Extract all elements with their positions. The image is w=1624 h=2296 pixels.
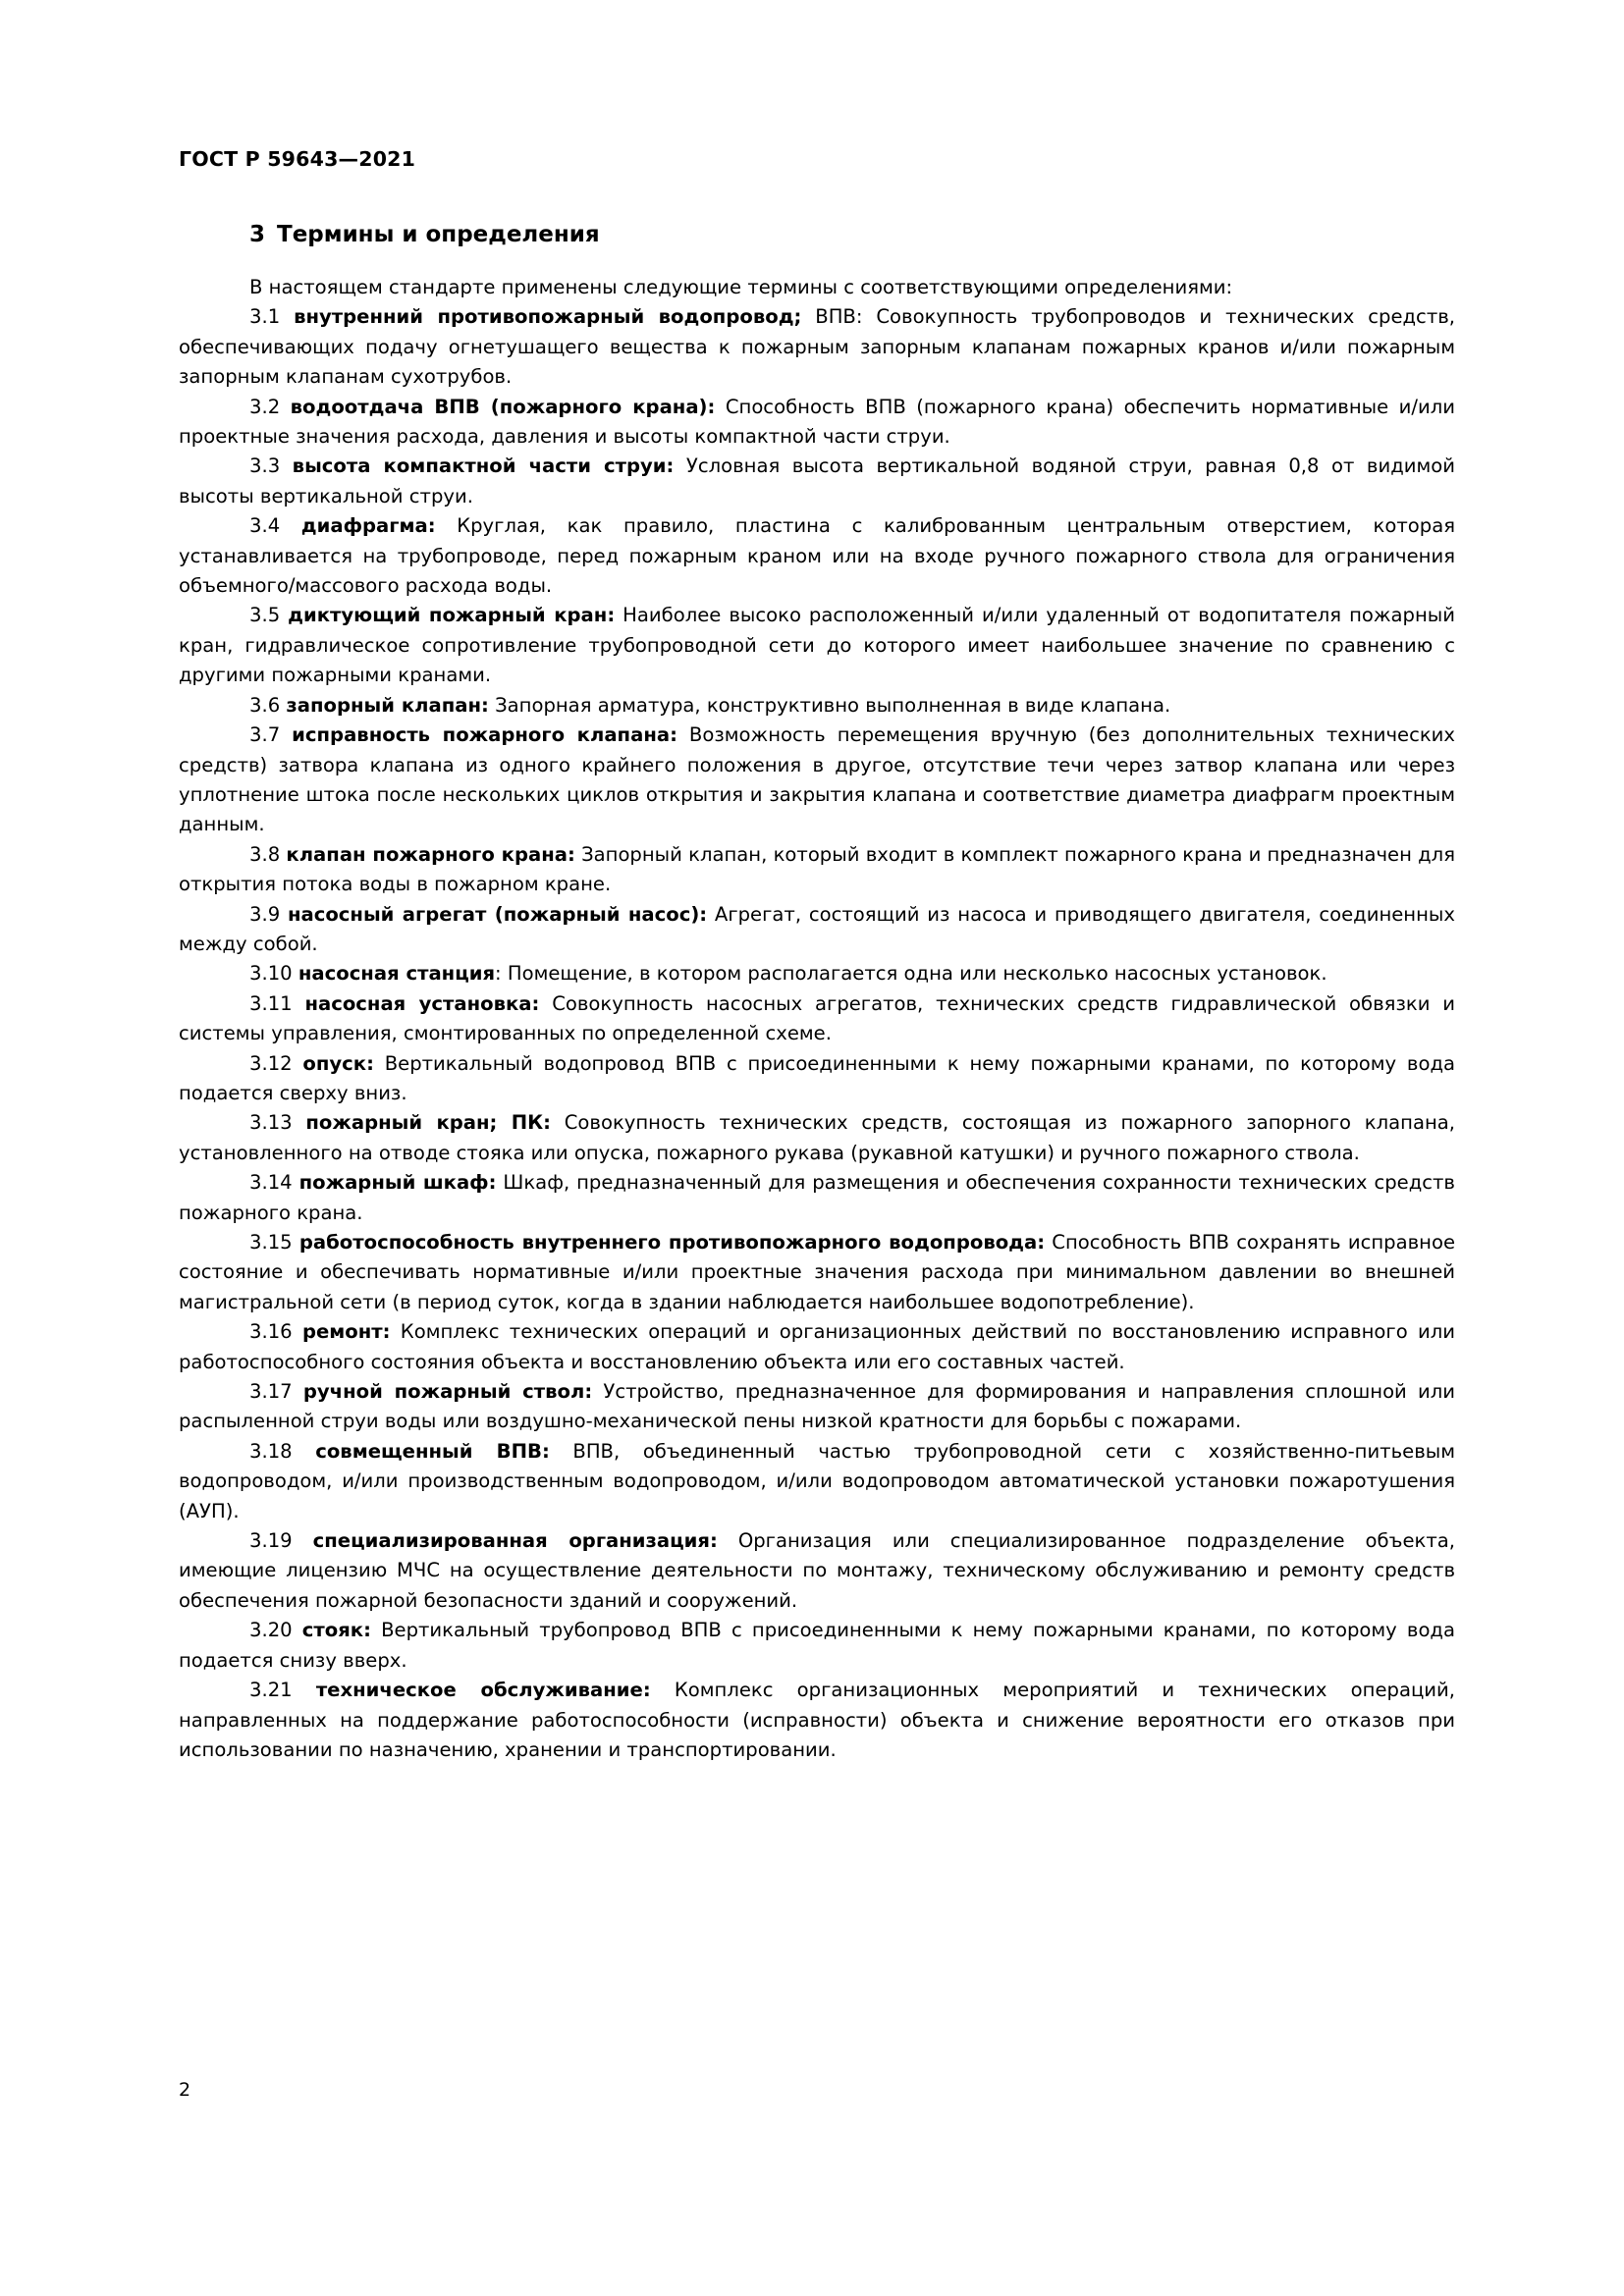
document-header-code: ГОСТ Р 59643—2021	[179, 147, 416, 171]
term-number: 3.4	[249, 514, 301, 538]
term-number: 3.11	[249, 991, 305, 1015]
term-number: 3.5	[249, 604, 289, 627]
term-paragraph	[179, 1377, 1455, 1437]
term-number: 3.14	[249, 1171, 299, 1195]
term-name: пожарный шкаф:	[298, 1171, 497, 1195]
term-name: ремонт:	[301, 1320, 391, 1344]
term-paragraph	[179, 452, 1455, 511]
term-definition: Наиболее высоко расположенный и/или удаленный от водопитателя пожарный кран, гидравлическое сопротивление трубопроводной сети до которого имеет наибольшее значение по сравнению с другими пожарными кранами.	[179, 604, 1455, 687]
term-paragraph	[179, 721, 1455, 840]
term-paragraph	[179, 989, 1455, 1049]
term-definition: ВПВ, объединенный частью трубопроводной сети с хозяйственно-питьевым водопроводом, и/или производственным водопроводом, и/или водопроводом автоматической установки пожаротушения (АУП).	[179, 1439, 1455, 1522]
term-definition: Возможность перемещения вручную (без дополнительных технических средств) затвора клапана из одного крайнего положения в другое, отсутствие течи через затвор клапана или через уплотнение штока после нескольких циклов открытия и закрытия клапана и соответствие диаметра диафрагм проектным данным.	[179, 723, 1456, 836]
term-definition: Комплекс организационных мероприятий и технических операций, направленных на поддержание работоспособности (исправности) объекта и снижение вероятности его отказов при использовании по назначению, хранении и транспортировании.	[179, 1679, 1455, 1761]
term-definition: Совокупность технических средств, состоящая из пожарного запорного клапана, установленного на отводе стояка или опуска, пожарного рукава (рукавной катушки) и ручного пожарного ствола.	[179, 1111, 1456, 1164]
term-definition: Организация или специализированное подразделение объекта, имеющие лицензию МЧС на осуществление деятельности по монтажу, техническому обслуживанию и ремонту средств обеспечения пожарной безопасности зданий и сооружений.	[179, 1529, 1456, 1612]
term-number: 3.1	[249, 305, 295, 329]
term-number: 3.7	[249, 723, 293, 747]
term-definition: Шкаф, предназначенный для размещения и обеспечения сохранности технических средств пожарного крана.	[179, 1171, 1455, 1224]
term-paragraph	[179, 1437, 1455, 1526]
term-definition: Комплекс технических операций и организационных действий по восстановлению исправного или работоспособного состояния объекта и восстановлению объекта или его составных частей.	[179, 1320, 1455, 1373]
term-name: ручной пожарный ствол:	[302, 1380, 593, 1404]
term-paragraph	[179, 1616, 1455, 1676]
term-name: работоспособность внутреннего противопожарного водопровода:	[298, 1231, 1046, 1254]
term-definition: Круглая, как правило, пластина с калиброванным центральным отверстием, которая устанавливается на трубопроводе, перед пожарным краном или на входе ручного пожарного ствола для ограничения объемного/массового расхода воды.	[179, 514, 1455, 598]
term-paragraph	[179, 1317, 1455, 1377]
term-definition: Вертикальный водопровод ВПВ с присоединенными к нему пожарными кранами, по которому вода подается сверху вниз.	[179, 1051, 1455, 1104]
term-paragraph	[179, 1168, 1455, 1228]
term-name: исправность пожарного клапана:	[292, 723, 677, 747]
term-paragraph	[179, 1676, 1455, 1765]
term-paragraph	[179, 1108, 1455, 1168]
term-definition: Условная высота вертикальной водяной струи, равная 0,8 от видимой высоты вертикальной струи.	[179, 454, 1455, 507]
term-paragraph	[179, 900, 1455, 960]
term-number: 3.2	[249, 395, 291, 418]
term-number: 3.16	[249, 1320, 302, 1344]
term-number: 3.10	[249, 962, 298, 986]
page-content	[179, 147, 1455, 1765]
section-heading	[179, 222, 1455, 247]
term-name: совмещенный ВПВ:	[315, 1439, 550, 1463]
term-definition: Способность ВПВ (пожарного крана) обеспечить нормативные и/или проектные значения расхода, давления и высоты компактной части струи.	[179, 395, 1455, 449]
section-number: 3	[249, 222, 266, 247]
term-paragraph	[179, 393, 1455, 453]
term-definition: Агрегат, состоящий из насоса и приводящего двигателя, соединенных между собой.	[179, 902, 1455, 955]
page-number: 2	[179, 2079, 191, 2101]
term-number: 3.18	[249, 1439, 316, 1463]
section-title-text: Термины и определения	[277, 222, 600, 247]
term-paragraph	[179, 1228, 1455, 1317]
term-paragraph	[179, 601, 1455, 690]
term-name: специализированная организация:	[312, 1529, 718, 1553]
term-paragraph	[179, 302, 1455, 392]
term-name: насосный агрегат (пожарный насос):	[287, 902, 708, 926]
term-number: 3.13	[249, 1111, 306, 1135]
term-name: техническое обслуживание:	[315, 1679, 651, 1702]
term-name: опуск:	[302, 1051, 374, 1075]
term-definition: ВПВ: Совокупность трубопроводов и технических средств, обеспечивающих подачу огнетушащего вещества к пожарным запорным клапанам пожарных кранов и/или пожарным запорным клапанам сухотрубов.	[179, 305, 1456, 389]
term-paragraph	[179, 840, 1455, 900]
term-paragraph	[179, 691, 1455, 721]
term-name: внутренний противопожарный водопровод;	[294, 305, 802, 329]
term-name: водоотдача ВПВ (пожарного крана):	[290, 395, 716, 418]
term-number: 3.19	[249, 1529, 313, 1553]
term-name: пожарный кран; ПК:	[305, 1111, 551, 1135]
term-paragraph	[179, 1526, 1455, 1616]
term-paragraph	[179, 511, 1455, 601]
term-definition: : Помещение, в котором располагается одна или несколько насосных установок.	[495, 962, 1327, 986]
term-name: запорный клапан:	[286, 693, 489, 717]
term-definition: Устройство, предназначенное для формирования и направления сплошной или распыленной струи воды или воздушно-механической пены низкой кратности для борьбы с пожарами.	[179, 1380, 1455, 1433]
term-number: 3.3	[249, 454, 293, 478]
section-intro-paragraph: В настоящем стандарте применены следующие термины с соответствующими определениями:	[249, 276, 1233, 298]
term-paragraph	[179, 1049, 1455, 1109]
term-paragraph	[179, 959, 1455, 988]
term-definition: Совокупность насосных агрегатов, технических средств гидравлической обвязки и системы управления, смонтированных по определенной схеме.	[179, 991, 1455, 1045]
term-name: насосная установка:	[304, 991, 540, 1015]
term-definition: Вертикальный трубопровод ВПВ с присоединенными к нему пожарными кранами, по которому вода подается снизу вверх.	[179, 1619, 1455, 1672]
term-number: 3.12	[249, 1051, 303, 1075]
term-definition: Способность ВПВ сохранять исправное состояние и обеспечивать нормативные и/или проектные значения расхода при минимальном давлении во внешней магистральной сети (в период суток, когда в здании наблюдается наибольшее водопотребление).	[179, 1231, 1455, 1313]
term-name: насосная станция	[298, 962, 496, 986]
term-name: клапан пожарного крана:	[286, 842, 575, 866]
term-number: 3.6	[249, 693, 287, 717]
term-definition: Запорный клапан, который входит в комплект пожарного крана и предназначен для открытия потока воды в пожарном кране.	[179, 842, 1455, 896]
terms-list	[179, 302, 1455, 1765]
term-name: высота компактной части струи:	[292, 454, 675, 478]
term-name: диктующий пожарный кран:	[288, 604, 616, 627]
term-number: 3.15	[249, 1231, 299, 1254]
term-number: 3.9	[249, 902, 288, 926]
term-name: диафрагма:	[300, 514, 436, 538]
term-number: 3.8	[249, 842, 287, 866]
term-number: 3.17	[249, 1380, 303, 1404]
term-number: 3.21	[249, 1679, 316, 1702]
term-definition: Запорная арматура, конструктивно выполненная в виде клапана.	[488, 693, 1171, 717]
term-name: стояк:	[301, 1619, 371, 1642]
term-number: 3.20	[249, 1619, 302, 1642]
